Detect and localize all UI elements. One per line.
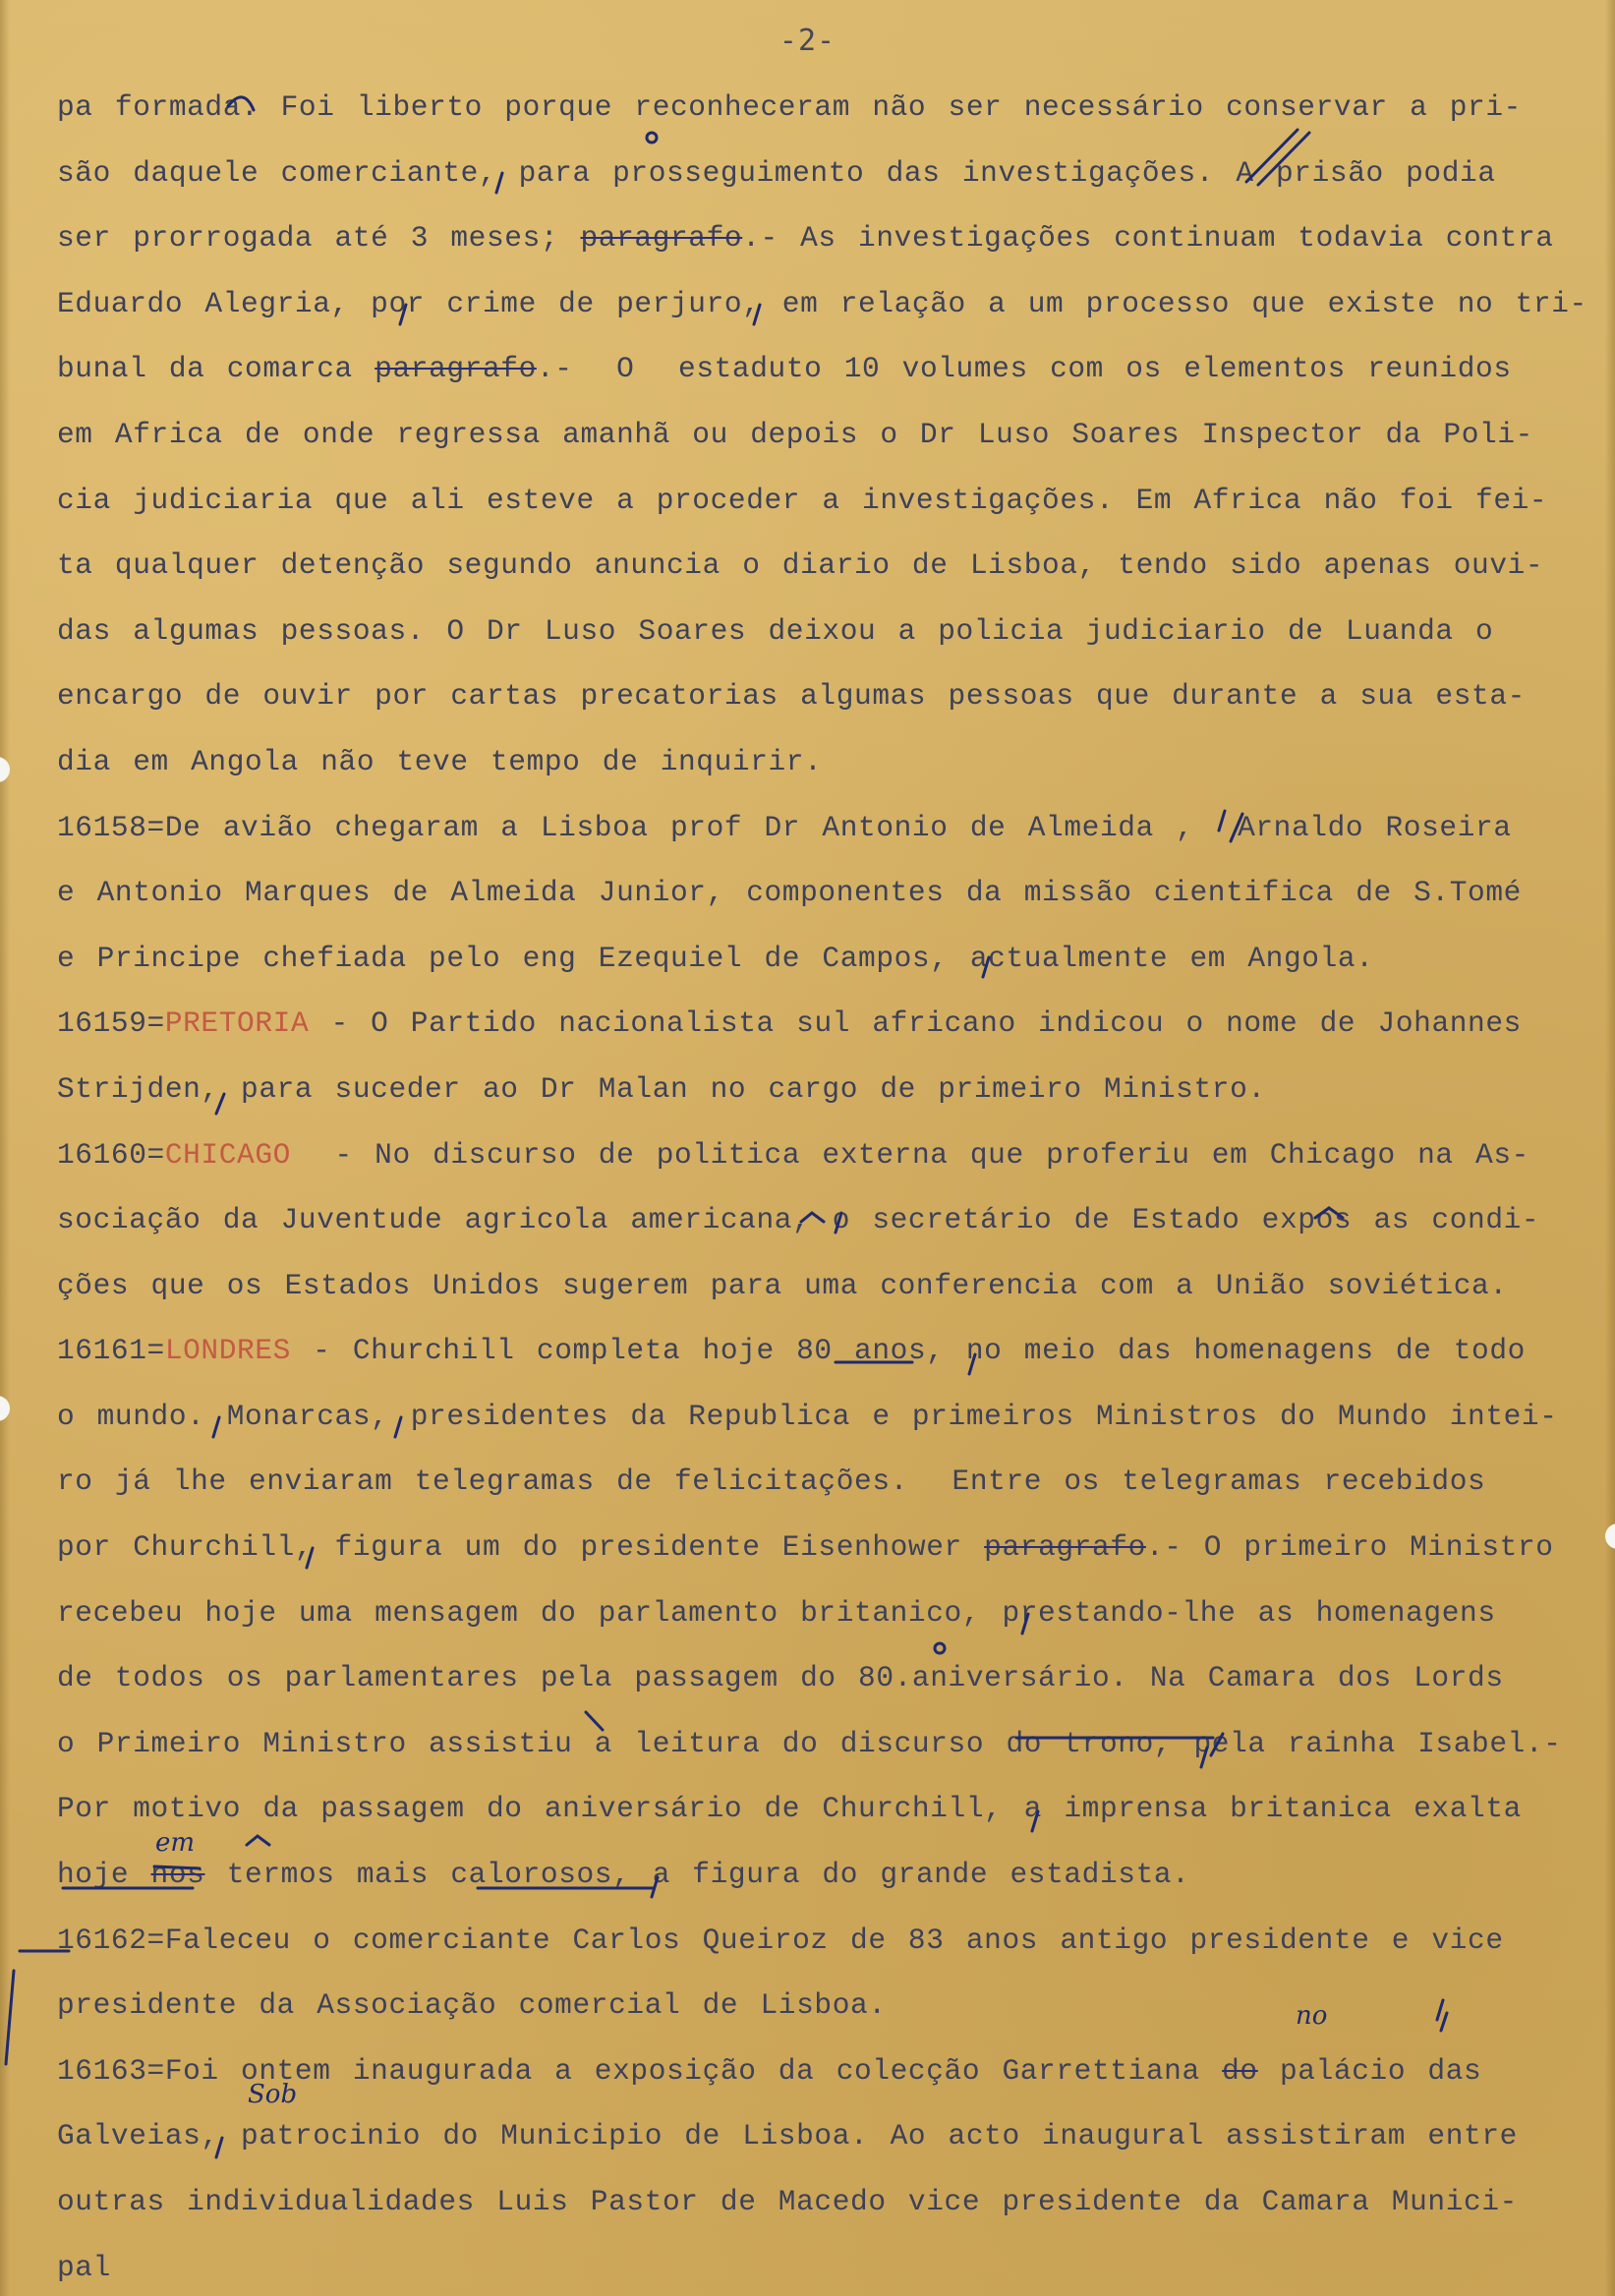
text-segment: e Antonio Marques de Almeida Junior, componentes da missão cientifica de S.Tomé	[57, 876, 1522, 910]
dateline-city: CHICAGO	[164, 1137, 291, 1172]
handwritten-em: em	[155, 1828, 196, 1858]
text-segment: e Principe chefiada pelo eng Ezequiel de Campos, actualmente em Angola.	[57, 941, 1374, 975]
text-line	[57, 1384, 1600, 1450]
dateline-city: PRETORIA	[164, 1006, 310, 1041]
text-line	[57, 1515, 1600, 1580]
text-line	[57, 2235, 1600, 2296]
text-segment: das algumas pessoas. O Dr Luso Soares deixou a policia judiciario de Luanda o	[57, 613, 1494, 648]
text-segment: por Churchill, figura um do presidente Eisenhower	[57, 1530, 985, 1565]
text-line	[57, 2103, 1600, 2169]
text-segment: encargo de ouvir por cartas precatorias algumas pessoas que durante a sua esta-	[57, 679, 1526, 714]
page-edge-left	[0, 0, 10, 2296]
text-segment: Strijden, para suceder ao Dr Malan no cargo de primeiro Ministro.	[57, 1071, 1266, 1106]
text-line	[57, 663, 1600, 729]
text-segment: Eduardo Alegria, por crime de perjuro, em relação a um processo que existe no tri-	[57, 286, 1587, 320]
text-segment: o mundo. Monarcas, presidentes da Republica e primeiros Ministros do Mundo intei-	[57, 1399, 1558, 1433]
text-line	[57, 1776, 1600, 1842]
text-line	[57, 1187, 1600, 1253]
text-segment: hoje	[57, 1858, 151, 1892]
text-line	[57, 271, 1600, 337]
text-segment: ta qualquer detenção segundo anuncia o diario de Lisboa, tendo sido apenas ouvi-	[57, 548, 1544, 583]
typewritten-text	[57, 75, 1600, 2296]
text-segment: 16158=De avião chegaram a Lisboa prof Dr Antonio de Almeida , Arnaldo Roseira	[57, 810, 1512, 844]
text-segment: o Primeiro Ministro assistiu a leitura do discurso do trono, pela rainha Isabel.-	[57, 1726, 1562, 1760]
struck-text: do	[1222, 2053, 1258, 2088]
text-segment: recebeu hoje uma mensagem do parlamento britanico, prestando-lhe as homenagens	[57, 1595, 1496, 1630]
text-line	[57, 1580, 1600, 1646]
struck-text: nos	[150, 1858, 205, 1892]
text-segment: pal	[57, 2250, 111, 2284]
text-segment: .- O estaduto 10 volumes com os elementos reunidos	[536, 352, 1512, 386]
text-line	[57, 991, 1600, 1057]
text-segment: outras individualidades Luis Pastor de Macedo vice presidente da Camara Munici-	[57, 2185, 1518, 2218]
text-line	[57, 1318, 1600, 1384]
text-line	[57, 141, 1600, 206]
text-segment: - O Partido nacionalista sul africano indicou o nome de Johannes	[309, 1006, 1522, 1041]
text-segment: ser prorrogada até 3 meses;	[57, 221, 581, 256]
handwritten-no: no	[1296, 2001, 1328, 2031]
text-line	[57, 1711, 1600, 1777]
struck-text: paragrafo	[580, 221, 743, 256]
text-line	[57, 1057, 1600, 1122]
text-segment: 16161=	[57, 1334, 165, 1368]
text-segment: de todos os parlamentares pela passagem do 80.aniversário. Na Camara dos Lords	[57, 1661, 1504, 1695]
text-line	[57, 1908, 1600, 1974]
text-segment: são daquele comerciante, para prosseguimento das investigações. A prisão podia	[57, 155, 1496, 190]
text-segment: .- As investigações continuam todavia contra	[742, 221, 1554, 256]
text-line	[57, 926, 1600, 992]
text-segment: Galveias, patrocinio do Municipio de Lisboa. Ao acto inaugural assistiram entre	[57, 2119, 1518, 2153]
text-line	[57, 1253, 1600, 1319]
text-line	[57, 729, 1600, 795]
text-segment: ções que os Estados Unidos sugerem para uma conferencia com a União soviética.	[57, 1268, 1508, 1302]
text-line	[57, 795, 1600, 861]
text-segment: dia em Angola não teve tempo de inquirir.	[57, 744, 823, 778]
text-line	[57, 1645, 1600, 1711]
text-segment: - Churchill completa hoje 80 anos, no meio das homenagens de todo	[290, 1334, 1526, 1368]
text-line	[57, 533, 1600, 599]
text-segment: sociação da Juventude agricola americana, o secretário de Estado expos as condi-	[57, 1203, 1540, 1237]
text-segment: palácio das	[1257, 2053, 1482, 2088]
text-segment: termos mais calorosos, a figura do grande estadista.	[204, 1858, 1190, 1892]
text-segment: 16159=	[57, 1006, 165, 1041]
page-edge-right	[1605, 0, 1615, 2296]
text-line	[57, 402, 1600, 468]
text-segment: pa formada. Foi liberto porque reconheceram não ser necessário conservar a pri-	[57, 90, 1522, 124]
text-segment: cia judiciaria que ali esteve a proceder a investigações. Em Africa não foi fei-	[57, 483, 1548, 517]
text-line	[57, 1973, 1600, 2038]
struck-text: paragrafo	[375, 352, 537, 386]
text-segment: 16163=Foi ontem inaugurada a exposição da colecção Garrettiana	[57, 2053, 1223, 2088]
text-segment: presidente da Associação comercial de Lisboa.	[57, 1988, 887, 2023]
text-segment: ro já lhe enviaram telegramas de felicitações. Entre os telegramas recebidos	[57, 1464, 1486, 1499]
text-line	[57, 860, 1600, 926]
text-line	[57, 205, 1600, 271]
text-line	[57, 2169, 1600, 2235]
text-line	[57, 468, 1600, 534]
text-segment: em Africa de onde regressa amanhã ou depois o Dr Luso Soares Inspector da Poli-	[57, 417, 1533, 451]
text-segment: .- O primeiro Ministro	[1145, 1530, 1554, 1565]
page-number: -2-	[779, 24, 836, 58]
text-segment: 16160=	[57, 1137, 165, 1172]
text-line	[57, 1122, 1600, 1188]
text-line	[57, 1842, 1600, 1908]
text-line	[57, 336, 1600, 402]
text-segment: - No discurso de politica externa que proferiu em Chicago na As-	[290, 1137, 1529, 1172]
text-segment: 16162=Faleceu o comerciante Carlos Queiroz de 83 anos antigo presidente e vice	[57, 1923, 1504, 1957]
text-line	[57, 599, 1600, 664]
dateline-city: LONDRES	[164, 1334, 291, 1368]
handwritten-sob: Sob	[248, 2080, 298, 2109]
struck-text: paragrafo	[984, 1530, 1146, 1565]
text-segment: bunal da comarca	[57, 352, 375, 386]
text-line	[57, 1449, 1600, 1515]
text-segment: Por motivo da passagem do aniversário de Churchill, a imprensa britanica exalta	[57, 1792, 1522, 1826]
text-line	[57, 75, 1600, 141]
